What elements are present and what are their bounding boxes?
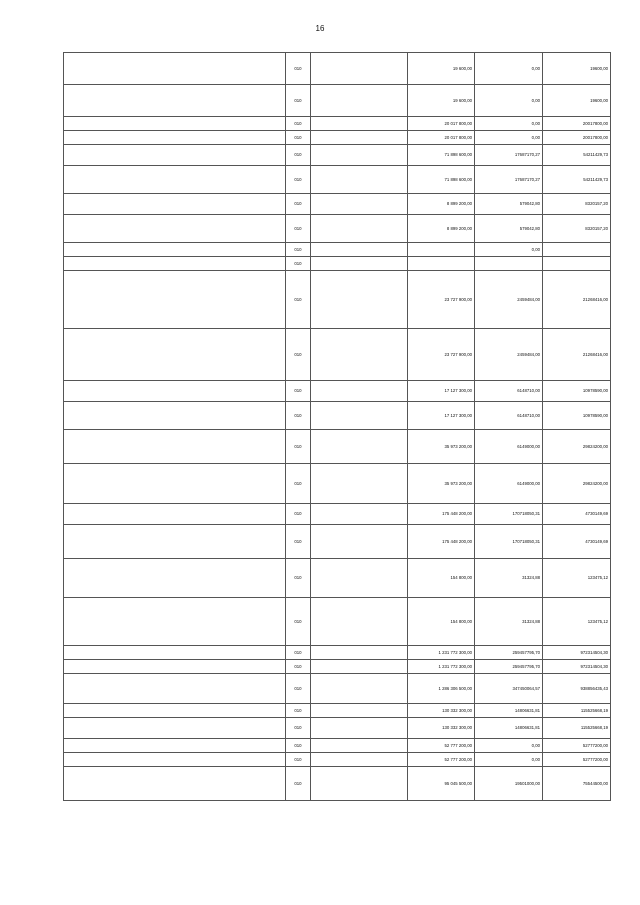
row-classification-code [311, 215, 408, 243]
row-remaining-amount: 972314504,30 [543, 660, 611, 674]
row-planned-amount: 71 898 600,00 [408, 166, 475, 194]
table-row [64, 660, 611, 674]
row-admin-code: 010 [286, 753, 311, 767]
row-planned-amount [408, 243, 475, 257]
row-remaining-amount: 938856435,43 [543, 674, 611, 704]
row-name [64, 85, 286, 117]
table-row [64, 753, 611, 767]
row-planned-amount: 154 800,00 [408, 559, 475, 598]
table-row [64, 145, 611, 166]
row-executed-amount: 0,00 [475, 739, 543, 753]
row-name [64, 704, 286, 718]
row-planned-amount: 1 231 772 300,00 [408, 646, 475, 660]
row-executed-amount: 14806631,81 [475, 718, 543, 739]
row-classification-code [311, 131, 408, 145]
table-row [64, 525, 611, 559]
row-planned-amount: 20 017 800,00 [408, 131, 475, 145]
row-remaining-amount: 123475,12 [543, 598, 611, 646]
row-classification-code [311, 53, 408, 85]
row-planned-amount: 1 286 306 500,00 [408, 674, 475, 704]
row-admin-code: 010 [286, 145, 311, 166]
row-admin-code: 010 [286, 660, 311, 674]
row-planned-amount: 35 973 200,00 [408, 430, 475, 464]
table-row [64, 464, 611, 504]
row-planned-amount: 130 332 300,00 [408, 704, 475, 718]
row-planned-amount: 95 045 500,00 [408, 767, 475, 801]
row-planned-amount [408, 257, 475, 271]
row-admin-code: 010 [286, 53, 311, 85]
row-admin-code: 010 [286, 767, 311, 801]
row-planned-amount: 175 448 200,00 [408, 504, 475, 525]
table-row [64, 402, 611, 430]
row-remaining-amount: 20017800,00 [543, 117, 611, 131]
row-executed-amount: 0,00 [475, 117, 543, 131]
row-admin-code: 010 [286, 504, 311, 525]
table-row [64, 381, 611, 402]
row-remaining-amount: 29824200,00 [543, 430, 611, 464]
row-executed-amount: 259457795,70 [475, 660, 543, 674]
row-remaining-amount: 8320157,20 [543, 215, 611, 243]
row-name [64, 646, 286, 660]
row-admin-code: 010 [286, 739, 311, 753]
row-admin-code: 010 [286, 381, 311, 402]
row-name [64, 117, 286, 131]
row-classification-code [311, 598, 408, 646]
row-remaining-amount: 4730149,69 [543, 504, 611, 525]
row-remaining-amount: 115525668,19 [543, 718, 611, 739]
table-row [64, 257, 611, 271]
row-classification-code [311, 243, 408, 257]
row-executed-amount: 2459484,00 [475, 329, 543, 381]
row-classification-code [311, 464, 408, 504]
table-row [64, 243, 611, 257]
table-row [64, 215, 611, 243]
row-planned-amount: 23 727 900,00 [408, 329, 475, 381]
row-classification-code [311, 767, 408, 801]
row-classification-code [311, 525, 408, 559]
row-classification-code [311, 674, 408, 704]
row-executed-amount: 2459484,00 [475, 271, 543, 329]
row-executed-amount: 6148710,00 [475, 381, 543, 402]
table-row [64, 271, 611, 329]
row-executed-amount: 17687170,27 [475, 145, 543, 166]
row-planned-amount: 8 899 200,00 [408, 215, 475, 243]
row-executed-amount: 0,00 [475, 85, 543, 117]
row-planned-amount: 23 727 900,00 [408, 271, 475, 329]
row-planned-amount: 154 800,00 [408, 598, 475, 646]
row-planned-amount: 52 777 200,00 [408, 753, 475, 767]
row-remaining-amount: 19600,00 [543, 85, 611, 117]
row-name [64, 559, 286, 598]
table-row [64, 194, 611, 215]
row-planned-amount: 52 777 200,00 [408, 739, 475, 753]
row-admin-code: 010 [286, 166, 311, 194]
row-executed-amount: 579042,80 [475, 215, 543, 243]
table-row [64, 504, 611, 525]
row-classification-code [311, 166, 408, 194]
row-remaining-amount: 54211429,73 [543, 145, 611, 166]
row-executed-amount: 19501000,00 [475, 767, 543, 801]
row-admin-code: 010 [286, 646, 311, 660]
row-name [64, 753, 286, 767]
row-admin-code: 010 [286, 257, 311, 271]
row-classification-code [311, 660, 408, 674]
row-admin-code: 010 [286, 464, 311, 504]
row-classification-code [311, 145, 408, 166]
row-planned-amount: 20 017 800,00 [408, 117, 475, 131]
row-planned-amount: 17 127 300,00 [408, 381, 475, 402]
page-number: 16 [315, 24, 325, 33]
row-admin-code: 010 [286, 559, 311, 598]
row-admin-code: 010 [286, 402, 311, 430]
row-name [64, 739, 286, 753]
row-classification-code [311, 504, 408, 525]
table-body [64, 53, 611, 801]
row-name [64, 329, 286, 381]
row-name [64, 430, 286, 464]
row-admin-code: 010 [286, 85, 311, 117]
row-remaining-amount: 19600,00 [543, 53, 611, 85]
row-classification-code [311, 646, 408, 660]
row-planned-amount: 19 600,00 [408, 85, 475, 117]
row-executed-amount: 17687170,27 [475, 166, 543, 194]
table-row [64, 166, 611, 194]
row-name [64, 674, 286, 704]
row-remaining-amount: 972314504,30 [543, 646, 611, 660]
row-name [64, 381, 286, 402]
row-remaining-amount: 29824200,00 [543, 464, 611, 504]
table-row [64, 117, 611, 131]
row-planned-amount: 17 127 300,00 [408, 402, 475, 430]
row-remaining-amount [543, 243, 611, 257]
row-classification-code [311, 381, 408, 402]
table-row [64, 739, 611, 753]
row-executed-amount: 6149000,00 [475, 464, 543, 504]
table-row [64, 430, 611, 464]
row-classification-code [311, 704, 408, 718]
budget-execution-table [63, 52, 611, 801]
row-executed-amount [475, 257, 543, 271]
row-admin-code: 010 [286, 194, 311, 215]
row-classification-code [311, 753, 408, 767]
row-executed-amount: 14806631,81 [475, 704, 543, 718]
row-admin-code: 010 [286, 704, 311, 718]
row-executed-amount: 170718050,31 [475, 504, 543, 525]
row-executed-amount: 0,00 [475, 753, 543, 767]
row-executed-amount: 6148710,00 [475, 402, 543, 430]
row-name [64, 504, 286, 525]
row-executed-amount: 0,00 [475, 53, 543, 85]
row-admin-code: 010 [286, 329, 311, 381]
table-row [64, 131, 611, 145]
row-name [64, 767, 286, 801]
row-name [64, 525, 286, 559]
row-remaining-amount: 52777200,00 [543, 753, 611, 767]
row-name [64, 718, 286, 739]
row-name [64, 243, 286, 257]
row-executed-amount: 31324,88 [475, 598, 543, 646]
table-row [64, 53, 611, 85]
row-planned-amount: 130 332 300,00 [408, 718, 475, 739]
table-row [64, 559, 611, 598]
row-classification-code [311, 430, 408, 464]
row-name [64, 53, 286, 85]
row-classification-code [311, 329, 408, 381]
row-name [64, 402, 286, 430]
row-executed-amount: 6149000,00 [475, 430, 543, 464]
row-name [64, 598, 286, 646]
row-classification-code [311, 117, 408, 131]
row-name [64, 257, 286, 271]
row-classification-code [311, 85, 408, 117]
row-remaining-amount: 115525668,19 [543, 704, 611, 718]
row-remaining-amount: 54211429,73 [543, 166, 611, 194]
row-admin-code: 010 [286, 271, 311, 329]
table-row [64, 704, 611, 718]
row-remaining-amount: 20017800,00 [543, 131, 611, 145]
row-admin-code: 010 [286, 215, 311, 243]
row-remaining-amount: 21268416,00 [543, 271, 611, 329]
row-admin-code: 010 [286, 718, 311, 739]
row-admin-code: 010 [286, 117, 311, 131]
row-executed-amount: 259457795,70 [475, 646, 543, 660]
table-row [64, 674, 611, 704]
table-row [64, 646, 611, 660]
row-remaining-amount: 75544500,00 [543, 767, 611, 801]
row-classification-code [311, 257, 408, 271]
table-row [64, 718, 611, 739]
row-planned-amount: 19 600,00 [408, 53, 475, 85]
row-executed-amount: 347450064,57 [475, 674, 543, 704]
row-remaining-amount: 52777200,00 [543, 739, 611, 753]
table-row [64, 767, 611, 801]
table-row [64, 598, 611, 646]
row-classification-code [311, 718, 408, 739]
row-executed-amount: 31324,88 [475, 559, 543, 598]
row-classification-code [311, 559, 408, 598]
row-planned-amount: 8 899 200,00 [408, 194, 475, 215]
row-planned-amount: 1 231 772 300,00 [408, 660, 475, 674]
table-row [64, 329, 611, 381]
row-planned-amount: 71 898 600,00 [408, 145, 475, 166]
row-classification-code [311, 194, 408, 215]
row-name [64, 660, 286, 674]
row-executed-amount: 0,00 [475, 131, 543, 145]
table-row [64, 85, 611, 117]
row-planned-amount: 35 973 200,00 [408, 464, 475, 504]
row-admin-code: 010 [286, 243, 311, 257]
row-remaining-amount: 123475,12 [543, 559, 611, 598]
row-admin-code: 010 [286, 674, 311, 704]
row-remaining-amount: 21268416,00 [543, 329, 611, 381]
row-name [64, 215, 286, 243]
row-remaining-amount: 10978590,00 [543, 381, 611, 402]
row-executed-amount: 0,00 [475, 243, 543, 257]
row-executed-amount: 170718050,31 [475, 525, 543, 559]
row-name [64, 131, 286, 145]
row-name [64, 464, 286, 504]
row-planned-amount: 175 448 200,00 [408, 525, 475, 559]
row-name [64, 166, 286, 194]
row-name [64, 271, 286, 329]
row-classification-code [311, 271, 408, 329]
row-classification-code [311, 402, 408, 430]
row-admin-code: 010 [286, 525, 311, 559]
row-name [64, 145, 286, 166]
row-executed-amount: 579042,80 [475, 194, 543, 215]
row-admin-code: 010 [286, 131, 311, 145]
row-remaining-amount: 4730149,69 [543, 525, 611, 559]
row-admin-code: 010 [286, 598, 311, 646]
row-name [64, 194, 286, 215]
row-remaining-amount: 10978590,00 [543, 402, 611, 430]
row-remaining-amount [543, 257, 611, 271]
row-remaining-amount: 8320157,20 [543, 194, 611, 215]
row-admin-code: 010 [286, 430, 311, 464]
row-classification-code [311, 739, 408, 753]
